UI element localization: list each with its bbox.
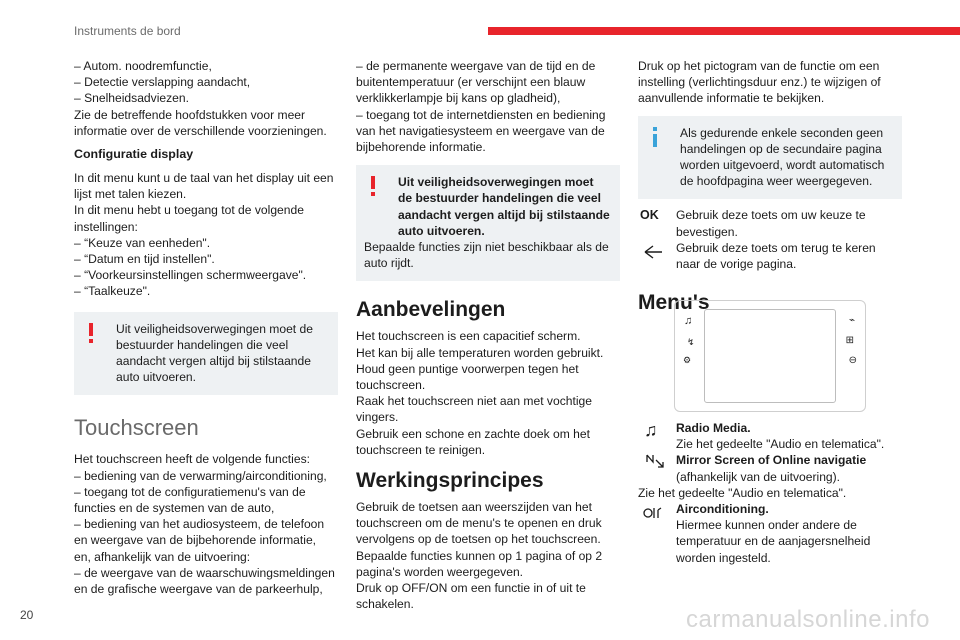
paragraph: Druk op het pictogram van de functie om een instelling (verlichtingsduur enz.) te wijzigen of aanvullende informatie te bekijken. <box>638 59 881 106</box>
airco-icon <box>642 505 664 521</box>
watermark: carmanualsonline.info <box>686 606 930 633</box>
apps-icon: ⊞ <box>845 335 854 346</box>
back-arrow-icon <box>642 244 664 260</box>
menu-airco-title: Airconditioning. <box>676 502 769 517</box>
menu-radio-title: Radio Media. <box>676 421 751 435</box>
heading-aanbevelingen: Aanbevelingen <box>356 298 506 322</box>
list-item: – toegang tot de internetdiensten en bediening van het navigatiesysteem en weergave van de bijbehorende informatie. <box>356 107 606 155</box>
heading-werkingsprincipes: Werkingsprincipes <box>356 469 544 493</box>
menu-navigation-title: Mirror Screen of Online navigatie <box>676 453 867 468</box>
warning-text: Bepaalde functies zijn niet beschikbaar als de auto rijdt. <box>364 240 609 271</box>
warning-exclamation-icon <box>366 175 380 197</box>
column-3 <box>638 58 902 316</box>
list-item: – “Taalkeuze". <box>74 284 151 299</box>
line: – Autom. noodremfunctie, <box>74 59 212 73</box>
list-item: – bediening van het audiosysteem, de telefoon en weergave van de bijbehorende informatie, <box>74 517 325 548</box>
header-accent-bar <box>488 27 960 35</box>
ok-label: OK <box>640 208 659 223</box>
line: Het touchscreen is een capacitief scherm. <box>356 329 581 344</box>
paragraph: Het touchscreen heeft de volgende functies: <box>74 452 310 467</box>
line: Druk op OFF/ON om een functie in of uit te schakelen. <box>356 581 586 612</box>
paragraph: Zie de betreffende hoofdstukken voor meer informatie over de verschillende voorzieningen. <box>74 107 327 138</box>
ok-row <box>638 207 902 239</box>
list-item: en, afhankelijk van de uitvoering: <box>74 549 251 564</box>
back-text: Gebruik deze toets om terug te keren naar de vorige pagina. <box>676 240 876 272</box>
navigation-icon: ↯ <box>687 337 695 347</box>
line: Bepaalde functies kunnen op 1 pagina of op 2 pagina's worden weergegeven. <box>356 548 603 579</box>
warning-text: Uit veiligheidsoverwegingen moet de bestuurder handelingen die veel aandacht vergen altijd bij stilstaande auto uitvoeren. <box>116 321 313 385</box>
column-2 <box>356 58 620 612</box>
menu-navigation <box>638 452 902 484</box>
info-box <box>638 116 902 200</box>
list-item: – bediening van de verwarming/airconditioning, <box>74 468 327 483</box>
car-icon: ⊖ <box>848 355 857 366</box>
music-note-icon: ♫ <box>644 420 658 440</box>
heading-menus: Menu's <box>638 291 710 315</box>
menu-airco-text: Hiermee kunnen onder andere de temperatuur en de aanjagersnelheid worden ingesteld. <box>676 518 871 565</box>
paragraph: In dit menu kunt u de taal van het display uit een lijst met talen kiezen. <box>74 171 334 202</box>
warning-exclamation-icon <box>84 322 98 344</box>
fan-icon: ⚙ <box>683 355 692 365</box>
info-text: Als gedurende enkele seconden geen handelingen op de secundaire pagina worden uitgevoerd, wordt automatisch de hoofdpagina weer weergegeven. <box>680 125 885 189</box>
list-item: – de permanente weergave van de tijd en de buitentemperatuur (er verschijnt een blauw verklikkerlampje bij kans op gladheid), <box>356 59 596 106</box>
column-1 <box>74 58 338 597</box>
menu-list <box>638 420 902 566</box>
heading-touchscreen: Touchscreen <box>74 415 199 441</box>
info-icon <box>648 126 662 148</box>
warning-box <box>356 165 620 281</box>
menu-navigation-text-2: Zie het gedeelte "Audio en telematica". <box>638 485 847 500</box>
ok-text: Gebruik deze toets om uw keuze te bevestigen. <box>676 208 866 239</box>
paragraph: In dit menu hebt u toegang tot de volgende instellingen: <box>74 203 304 234</box>
menu-navigation-text: (afhankelijk van de uitvoering). <box>676 469 841 484</box>
list-item: – de weergave van de waarschuwingsmeldingen en de grafische weergave van de parkeerhulp, <box>74 565 335 597</box>
touchscreen-illustration <box>674 300 866 412</box>
page-number: 20 <box>20 608 34 622</box>
line: – Detectie verslapping aandacht, <box>74 75 251 90</box>
menu-airco <box>638 501 902 566</box>
line: Het kan bij alle temperaturen worden gebruikt. <box>356 345 604 360</box>
line: Houd geen puntige voorwerpen tegen het touchscreen. <box>356 361 579 393</box>
list-item: – “Datum en tijd instellen". <box>74 252 215 267</box>
warning-box <box>74 312 338 396</box>
list-item: – “Keuze van eenheden". <box>74 235 211 250</box>
screen-display <box>704 309 836 403</box>
subheading-config: Configuratie display <box>74 147 194 162</box>
list-item: – “Voorkeursinstellingen schermweergave". <box>74 268 307 283</box>
menu-radio-text: Zie het gedeelte "Audio en telematica". <box>676 437 885 452</box>
back-row <box>638 240 902 272</box>
menu-radio <box>638 420 902 452</box>
list-item: – toegang tot de configuratiemenu's van de functies en de systemen van de auto, <box>74 484 306 516</box>
line: Gebruik de toetsen aan weerszijden van het touchscreen om de menu's te openen en druk vervolgens op de toetsen op het touchscreen. <box>356 500 602 547</box>
connect-icon: ⌁ <box>848 315 855 326</box>
warning-text-bold: Uit veiligheidsoverwegingen moet de bestuurder handelingen die veel aandacht vergen altijd bij stilstaande auto uitvoeren. <box>398 175 610 238</box>
running-header: Instruments de bord <box>74 24 181 38</box>
line: Gebruik een schone en zachte doek om het touchscreen te reinigen. <box>356 426 590 457</box>
line: – Snelheidsadviezen. <box>74 91 189 106</box>
navigation-arrow-icon <box>644 454 666 470</box>
music-icon: ♫ <box>684 315 693 327</box>
line: Raak het touchscreen niet aan met vochtige vingers. <box>356 394 592 425</box>
